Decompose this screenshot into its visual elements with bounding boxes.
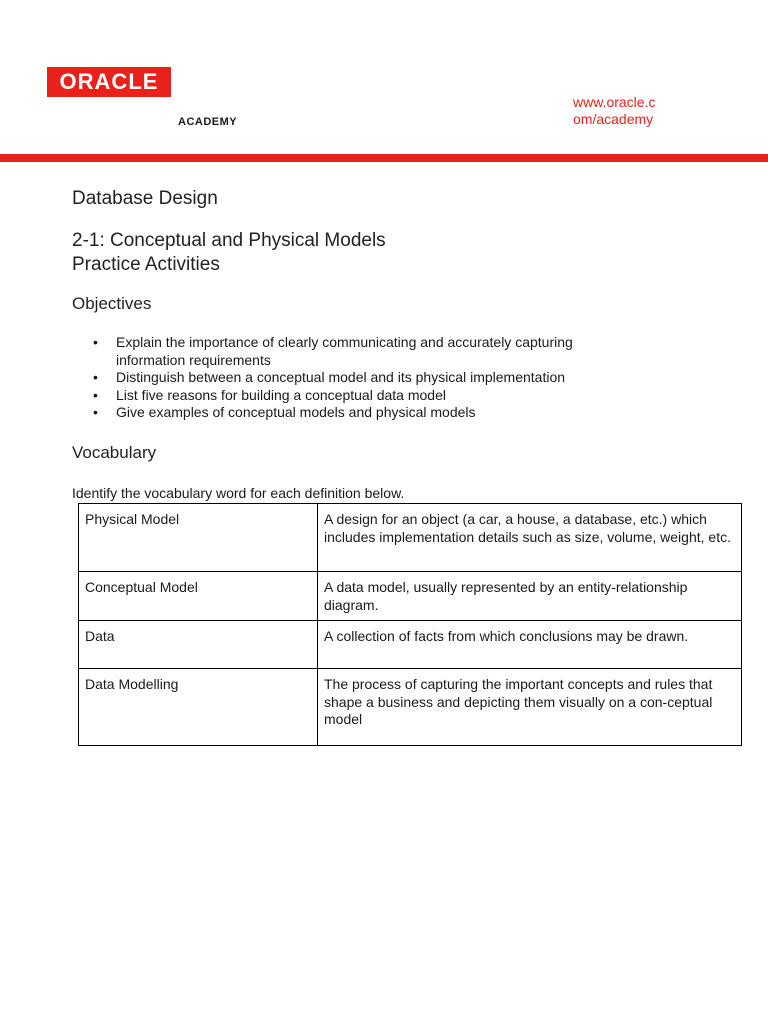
oracle-logo [47,67,171,97]
objective-item: • Explain the importance of clearly communicating and accurately capturing information requirements [72,334,632,369]
logo-subtitle: ACADEMY [178,116,238,128]
vocab-term: Data Modelling [79,669,318,746]
vocab-definition: The process of capturing the important concepts and rules that shape a business and depicting them visually on a con-ceptual model [318,669,742,746]
vocabulary-heading: Vocabulary [72,443,157,462]
objective-item: • List five reasons for building a conceptual data model [72,387,632,405]
lesson-subtitle: Practice Activities [72,254,220,275]
vocabulary-instruction: Identify the vocabulary word for each definition below. [72,485,405,501]
academy-url-link[interactable]: www.oracle.com/academy [573,94,656,127]
vocab-definition: A data model, usually represented by an entity-relationship diagram. [318,572,742,621]
lesson-title: 2-1: Conceptual and Physical Models [72,230,386,251]
table-row [79,621,742,669]
objective-item: • Distinguish between a conceptual model and its physical implementation [72,369,632,387]
table-row [79,669,742,746]
objectives-heading: Objectives [72,294,152,313]
vocab-definition: A collection of facts from which conclusions may be drawn. [318,621,742,669]
vocabulary-table [78,503,742,746]
logo-text: ORACLE [59,69,159,94]
course-title: Database Design [72,188,218,209]
vocab-term: Conceptual Model [79,572,318,621]
objectives-list [72,334,632,422]
vocab-definition: A design for an object (a car, a house, a database, etc.) which includes implementation details such as size, volume, weight, etc. [318,504,742,572]
table-row [79,504,742,572]
table-row [79,572,742,621]
objective-item: • Give examples of conceptual models and physical models [72,404,632,422]
vocab-term: Physical Model [79,504,318,572]
header-divider-bar [0,154,768,162]
lesson-title-block [72,229,386,277]
vocab-term: Data [79,621,318,669]
